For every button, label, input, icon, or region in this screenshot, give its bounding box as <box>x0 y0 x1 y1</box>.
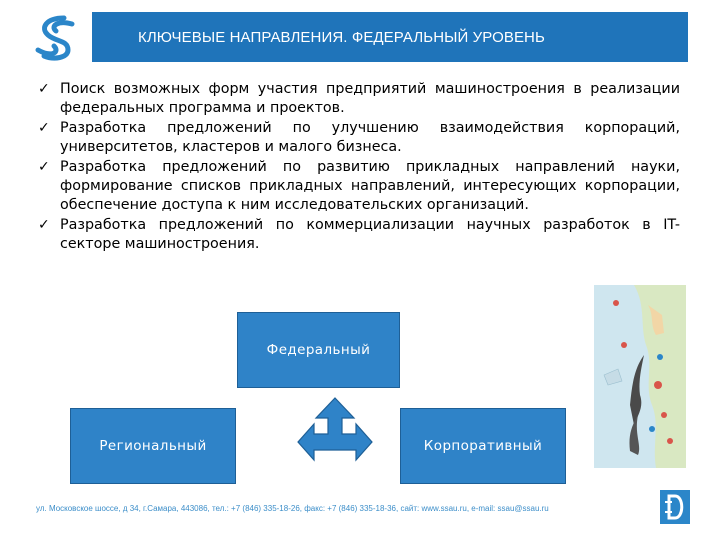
ssau-logo-icon <box>28 10 84 66</box>
footer-contacts: ул. Московское шоссе, д 34, г.Самара, 443086, тел.: +7 (846) 335-18-26, факс: +7 (846) 335-18-36, сайт: www.ssau.ru, e-mail: ssau@ssau.ru <box>36 504 549 513</box>
page-title-bar <box>92 12 688 62</box>
regional-level-label: Региональный <box>99 438 207 454</box>
corporate-level-box <box>400 408 566 484</box>
region-map-image <box>594 285 686 468</box>
regional-level-box <box>70 408 236 484</box>
page-title: КЛЮЧЕВЫЕ НАПРАВЛЕНИЯ. ФЕДЕРАЛЬНЫЙ УРОВЕНЬ <box>138 28 545 46</box>
list-item <box>34 158 680 216</box>
corporate-level-label: Корпоративный <box>423 438 543 454</box>
federal-level-box <box>237 312 400 388</box>
key-directions-list <box>34 80 680 255</box>
list-item-text: Разработка предложений по развитию прикладных направлений науки, формирование списков прикладных направлений, интересующих корпорации, обеспечение доступа к ним исследовательских организаций. <box>60 158 680 214</box>
checkmark-icon: ✓ <box>38 216 50 233</box>
checkmark-icon: ✓ <box>38 119 50 136</box>
list-item <box>34 216 680 255</box>
list-item <box>34 80 680 119</box>
checkmark-icon: ✓ <box>38 81 50 97</box>
list-item-text: Разработка предложений по улучшению взаимодействия корпораций, университетов, кластеров и малого бизнеса. <box>60 119 680 156</box>
list-item-text: Разработка предложений по коммерциализации научных разработок в IT-секторе машиностроения. <box>60 216 680 253</box>
list-item-text: Поиск возможных форм участия предприятий машиностроения в реализации федеральных программа и проектов. <box>60 81 680 117</box>
checkmark-icon: ✓ <box>38 158 50 175</box>
ssau-footer-logo-icon <box>660 490 690 524</box>
list-item <box>34 119 680 158</box>
three-way-arrow-icon <box>296 396 374 474</box>
federal-level-label: Федеральный <box>266 342 371 358</box>
